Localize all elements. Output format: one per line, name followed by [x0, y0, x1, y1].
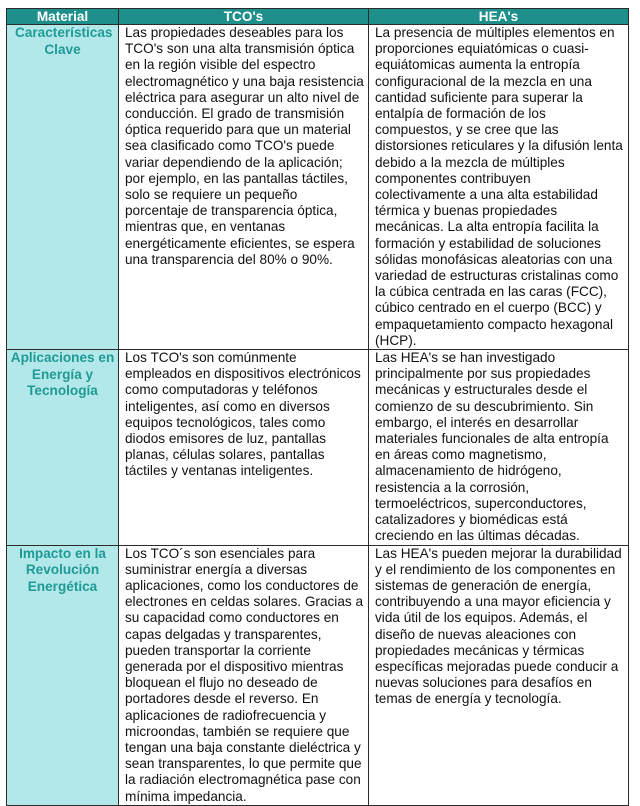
- row-label-caracteristicas: Características Clave: [7, 25, 119, 350]
- table-row: [7, 545, 629, 805]
- table-row: [7, 350, 629, 545]
- comparison-table: [6, 8, 629, 806]
- tco-cell: Las propiedades deseables para los TCO's son una alta transmisión óptica en la región visible del espectro electromagnético y una baja resistencia eléctrica para asegurar un alto nivel de conducción. El grado de transmisión óptica requerido para que un material sea clasificado como TCO's puede variar dependiendo de la aplicación; por ejemplo, en las pantallas táctiles, solo se requiere un pequeño porcentaje de transparencia óptica, mientras que, en ventanas energéticamente eficientes, se espera una transparencia del 80% o 90%.: [119, 25, 369, 350]
- hea-cell: Las HEA's se han investigado principalmente por sus propiedades mecánicas y estructurales desde el comienzo de su descubrimiento. Sin embargo, el interés en desarrollar materiales funcionales de alta entropía en áreas como magnetismo, almacenamiento de hidrógeno, resistencia a la corrosión, termoeléctricos, superconductores, catalizadores y biomédicas está creciendo en las últimas décadas.: [369, 350, 629, 545]
- header-tco: TCO's: [119, 9, 369, 25]
- hea-cell: Las HEA's pueden mejorar la durabilidad y el rendimiento de los componentes en sistemas de generación de energía, contribuyendo a una mayor eficiencia y vida útil de los equipos. Además, el diseño de nuevas aleaciones con propiedades mecánicas y térmicas específicas mejoradas puede conducir a nuevas soluciones para desafíos en temas de energía y tecnología.: [369, 545, 629, 805]
- tco-cell: Los TCO´s son esenciales para suministrar energía a diversas aplicaciones, como los conductores de electrones en celdas solares. Gracias a su capacidad como conductores en capas delgadas y transparentes, pueden transportar la corriente generada por el dispositivo mientras bloquean el flujo no deseado de portadores desde el reverso. En aplicaciones de radiofrecuencia y microondas, también se requiere que tengan una baja constante dieléctrica y sean transparentes, lo que permite que la radiación electromagnética pase con mínima impedancia.: [119, 545, 369, 805]
- table-row: [7, 25, 629, 350]
- tco-cell: Los TCO's son comúnmente empleados en dispositivos electrónicos como computadoras y teléfonos inteligentes, así como en diversos equipos tecnológicos, tales como diodos emisores de luz, pantallas planas, células solares, pantallas táctiles y ventanas inteligentes.: [119, 350, 369, 545]
- hea-cell: La presencia de múltiples elementos en proporciones equiatómicas o cuasi-equiátomicas aumenta la entropía configuracional de la mezcla en una cantidad suficiente para superar la entalpía de formación de los compuestos, y se cree que las distorsiones reticulares y la difusión lenta debido a la mezcla de múltiples componentes contribuyen colectivamente a una alta estabilidad térmica y buenas propiedades mecánicas. La alta entropía facilita la formación y estabilidad de soluciones sólidas monofásicas aleatorias con una variedad de estructuras cristalinas como la cúbica centrada en las caras (FCC), cúbico centrado en el cuerpo (BCC) y empaquetamiento compacto hexagonal (HCP).: [369, 25, 629, 350]
- row-label-aplicaciones: Aplicaciones en Energía y Tecnología: [7, 350, 119, 545]
- header-material: Material: [7, 9, 119, 25]
- row-label-impacto: Impacto en la Revolución Energética: [7, 545, 119, 805]
- header-row: [7, 9, 629, 25]
- header-hea: HEA's: [369, 9, 629, 25]
